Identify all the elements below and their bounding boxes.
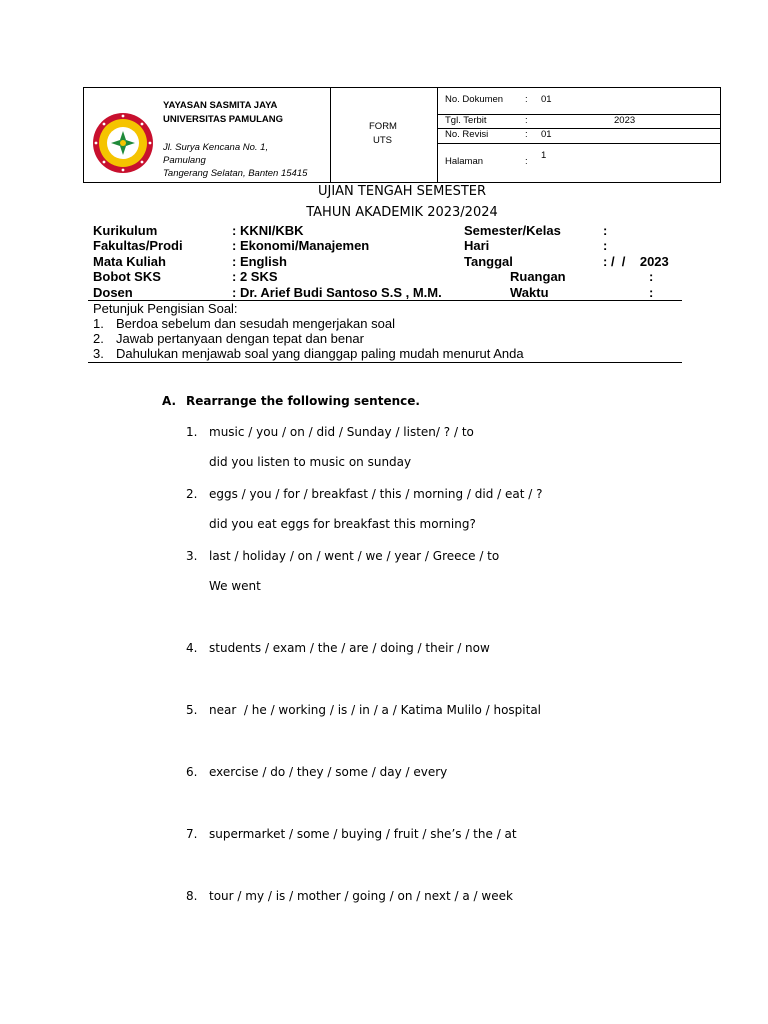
academic-year-title: TAHUN AKADEMIK 2023/2024 <box>306 205 498 220</box>
question-text-2: eggs / you / for / breakfast / this / morning / did / eat / ? <box>209 487 543 501</box>
bobot-sks-value: : 2 SKS <box>232 269 278 284</box>
question-num-3: 3. <box>186 549 198 563</box>
hari-label: Hari <box>464 238 490 253</box>
revision-sep: : <box>525 129 528 140</box>
instruction-text-2: Jawab pertanyaan dengan tepat dan benar <box>116 331 364 346</box>
question-text-6: exercise / do / they / some / day / every <box>209 765 448 779</box>
exam-title: UJIAN TENGAH SEMESTER <box>317 184 487 199</box>
semester-value: : <box>603 223 608 238</box>
waktu-label: Waktu <box>510 285 549 300</box>
fakultas-label: Fakultas/Prodi <box>93 238 183 253</box>
section-a-heading: Rearrange the following sentence. <box>186 394 420 408</box>
kurikulum-value: : KKNI/KBK <box>232 223 304 238</box>
question-num-8: 8. <box>186 889 198 903</box>
foundation-name: YAYASAN SASMITA JAYA <box>163 100 278 111</box>
mata-kuliah-label: Mata Kuliah <box>93 254 166 269</box>
publish-date-label: Tgl. Terbit <box>445 115 487 126</box>
hari-value: : <box>603 238 608 253</box>
question-text-1: music / you / on / did / Sunday / listen/ ? / to <box>209 425 474 439</box>
question-text-8: tour / my / is / mother / going / on / next / a / week <box>209 889 513 903</box>
instruction-num-1: 1. <box>93 316 104 331</box>
question-text-5: near / he / working / is / in / a / Katima Mulilo / hospital <box>209 703 542 717</box>
doc-number-sep: : <box>525 94 528 105</box>
kurikulum-label: Kurikulum <box>93 223 158 238</box>
dosen-label: Dosen <box>93 285 133 300</box>
instruction-num-2: 2. <box>93 331 104 346</box>
instructions-divider <box>88 362 682 363</box>
revision-value: 01 <box>541 129 552 140</box>
university-seal-logo <box>92 112 154 174</box>
section-a-marker: A. <box>162 394 177 408</box>
tanggal-value: : / / 2023 <box>603 254 669 269</box>
revision-label: No. Revisi <box>445 129 489 140</box>
dosen-value: : Dr. Arief Budi Santoso S.S , M.M. <box>232 285 442 300</box>
instructions-heading: Petunjuk Pengisian Soal: <box>93 301 238 316</box>
ruangan-value: : <box>649 269 654 284</box>
form-label: FORM <box>369 121 397 132</box>
answer-2[interactable]: did you eat eggs for breakfast this morning? <box>209 517 476 531</box>
publish-date-sep: : <box>525 115 528 126</box>
instruction-text-3: Dahulukan menjawab soal yang dianggap paling mudah menurut Anda <box>116 346 524 361</box>
answer-3[interactable]: We went <box>209 579 261 593</box>
waktu-value: : <box>649 285 654 300</box>
instruction-num-3: 3. <box>93 346 104 361</box>
form-type: UTS <box>373 135 392 146</box>
question-num-6: 6. <box>186 765 198 779</box>
instruction-text-1: Berdoa sebelum dan sesudah mengerjakan soal <box>116 316 395 331</box>
address-line-2: Pamulang <box>163 155 206 166</box>
bobot-sks-label: Bobot SKS <box>93 269 161 284</box>
question-num-2: 2. <box>186 487 198 501</box>
mata-kuliah-value: : English <box>232 254 287 269</box>
university-name: UNIVERSITAS PAMULANG <box>163 114 283 125</box>
publish-date-value: 2023 <box>614 115 636 126</box>
question-text-3: last / holiday / on / went / we / year / Greece / to <box>209 549 500 563</box>
semester-label: Semester/Kelas <box>464 223 561 238</box>
doc-number-value: 01 <box>541 94 552 105</box>
document-header-table <box>83 87 721 183</box>
address-line-3: Tangerang Selatan, Banten 15415 <box>163 168 308 179</box>
question-num-4: 4. <box>186 641 198 655</box>
question-num-7: 7. <box>186 827 198 841</box>
question-text-4: students / exam / the / are / doing / their / now <box>209 641 490 655</box>
question-num-1: 1. <box>186 425 198 439</box>
tanggal-label: Tanggal <box>464 254 513 269</box>
ruangan-label: Ruangan <box>510 269 566 284</box>
page-sep: : <box>525 156 528 167</box>
answer-1[interactable]: did you listen to music on sunday <box>209 455 412 469</box>
doc-number-label: No. Dokumen <box>445 94 504 105</box>
address-line-1: Jl. Surya Kencana No. 1, <box>163 142 269 153</box>
fakultas-value: : Ekonomi/Manajemen <box>232 238 370 253</box>
page-label: Halaman <box>445 156 484 167</box>
question-text-7: supermarket / some / buying / fruit / she’s / the / at <box>209 827 517 841</box>
question-num-5: 5. <box>186 703 198 717</box>
page-value: 1 <box>541 150 547 161</box>
